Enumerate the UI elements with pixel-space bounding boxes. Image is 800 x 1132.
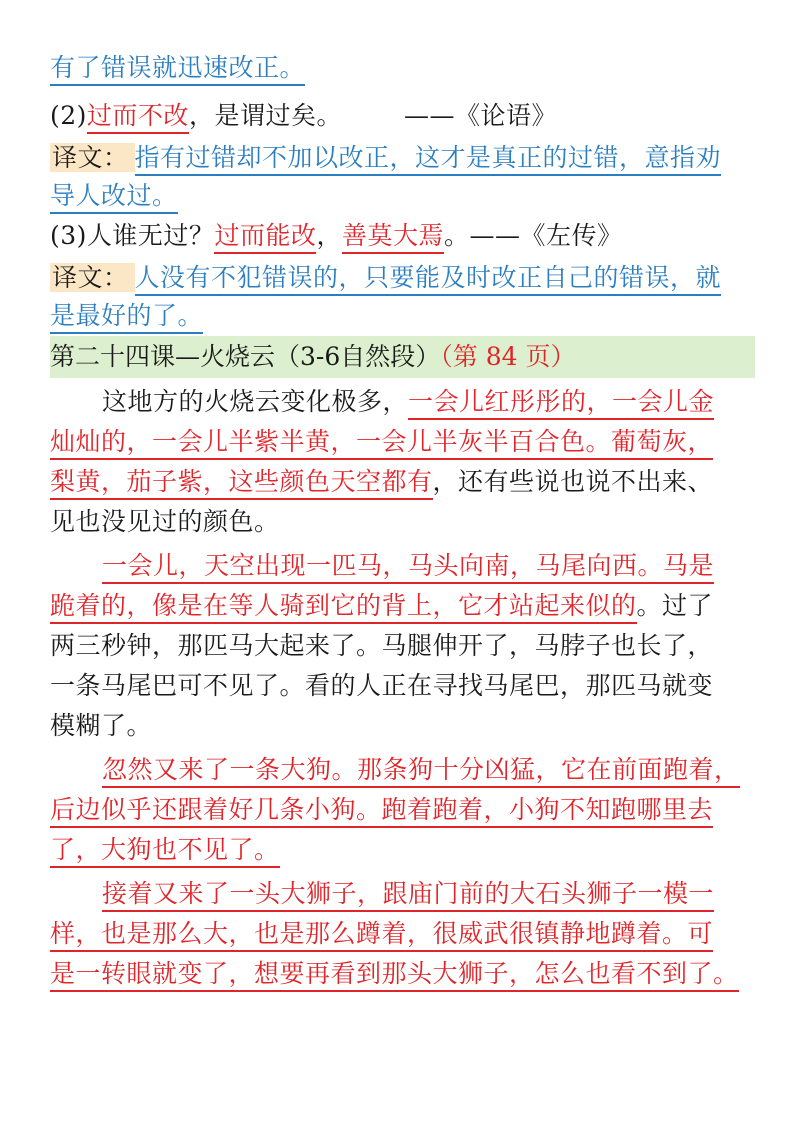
highlight-text: 灿灿的，一会儿半紫半黄，一会儿半灰半百合色。葡萄灰， <box>50 427 713 460</box>
highlight-text: 一会儿红彤彤的，一会儿金 <box>408 387 714 420</box>
lesson-page: （第 84 页） <box>440 342 576 371</box>
translation-tag: 译文： <box>50 143 135 172</box>
translation-2-line-1 <box>50 138 755 178</box>
quote-number: (3) <box>50 221 87 250</box>
paragraph-3-line-3 <box>50 830 755 870</box>
translation-tag: 译文： <box>50 263 135 292</box>
highlight-text: 梨黄，茄子紫，这些颜色天空都有 <box>50 467 433 500</box>
paragraph-2-line-5 <box>50 706 755 746</box>
translation-3-line-2 <box>50 296 755 336</box>
body-text: 见也没见过的颜色。 <box>50 507 280 536</box>
highlight-text: 忽然又来了一条大狗。那条狗十分凶猛，它在前面跑着， <box>102 755 740 788</box>
paragraph-3-line-1 <box>50 750 800 790</box>
lesson-title: 第二十四课—火烧云（3-6自然段） <box>50 342 441 371</box>
quote-highlight: 善莫大焉 <box>342 221 444 254</box>
body-text: 模糊了。 <box>50 711 153 740</box>
highlight-text: 接着又来了一头大狮子，跟庙门前的大石头狮子一模一 <box>102 879 714 912</box>
quote-source: 。——《左传》 <box>443 221 623 250</box>
paragraph-4-line-2 <box>50 914 755 954</box>
quote-highlight: 过而能改 <box>214 221 316 254</box>
quote-text: 人谁无过？ <box>86 221 215 250</box>
translation-text: 是最好的了。 <box>50 301 203 334</box>
quote-highlight: 过而不改 <box>87 101 189 134</box>
highlight-text: 了，大狗也不见了。 <box>50 835 280 868</box>
translation-text: 有了错误就迅速改正。 <box>50 53 305 86</box>
highlight-text: 是一转眼就变了，想要再看到那头大狮子，怎么也看不到了。 <box>50 959 739 992</box>
quote-text: ，是谓过矣。 <box>188 101 342 130</box>
paragraph-3-line-2 <box>50 790 755 830</box>
quote-comma: ， <box>316 221 342 250</box>
highlight-text: 跪着的，像是在等人骑到它的背上，它才站起来似的 <box>50 591 637 624</box>
translation-1-line-2 <box>50 48 755 88</box>
translation-2-line-2 <box>50 176 755 216</box>
body-text: 这地方的火烧云变化极多， <box>102 387 409 416</box>
quote-3 <box>50 216 755 256</box>
highlight-text: 一会儿，天空出现一匹马，马头向南，马尾向西。马是 <box>102 551 714 584</box>
translation-text: 人没有不犯错误的，只要能及时改正自己的错误，就 <box>135 263 722 296</box>
paragraph-4-line-3 <box>50 954 755 994</box>
translation-text: 导人改过。 <box>50 181 178 214</box>
paragraph-2-line-2 <box>50 586 755 626</box>
body-text: 两三秒钟，那匹马大起来了。马腿伸开了，马脖子也长了， <box>50 631 714 660</box>
lesson-heading <box>50 336 755 378</box>
paragraph-1-line-1 <box>50 382 800 422</box>
quote-number: (2) <box>50 101 87 130</box>
quote-2 <box>50 96 755 136</box>
paragraph-2-line-4 <box>50 666 755 706</box>
translation-3-line-1 <box>50 258 755 298</box>
quote-source: ——《论语》 <box>403 101 557 130</box>
highlight-text: 样，也是那么大，也是那么蹲着，很威武很镇静地蹲着。可 <box>50 919 713 952</box>
paragraph-4-line-1 <box>50 874 800 914</box>
translation-text: 指有过错却不加以改正，这才是真正的过错，意指劝 <box>135 143 722 176</box>
body-text: 。过了 <box>636 591 714 620</box>
highlight-text: 后边似乎还跟着好几条小狗。跑着跑着，小狗不知跑哪里去 <box>50 795 713 828</box>
paragraph-1-line-3 <box>50 462 755 502</box>
paragraph-2-line-3 <box>50 626 755 666</box>
body-text: 一条马尾巴可不见了。看的人正在寻找马尾巴，那匹马就变 <box>50 671 714 700</box>
paragraph-1-line-4 <box>50 502 755 542</box>
body-text: ，还有些说也说不出来、 <box>432 467 714 496</box>
paragraph-1-line-2 <box>50 422 755 462</box>
paragraph-2-line-1 <box>50 546 800 586</box>
